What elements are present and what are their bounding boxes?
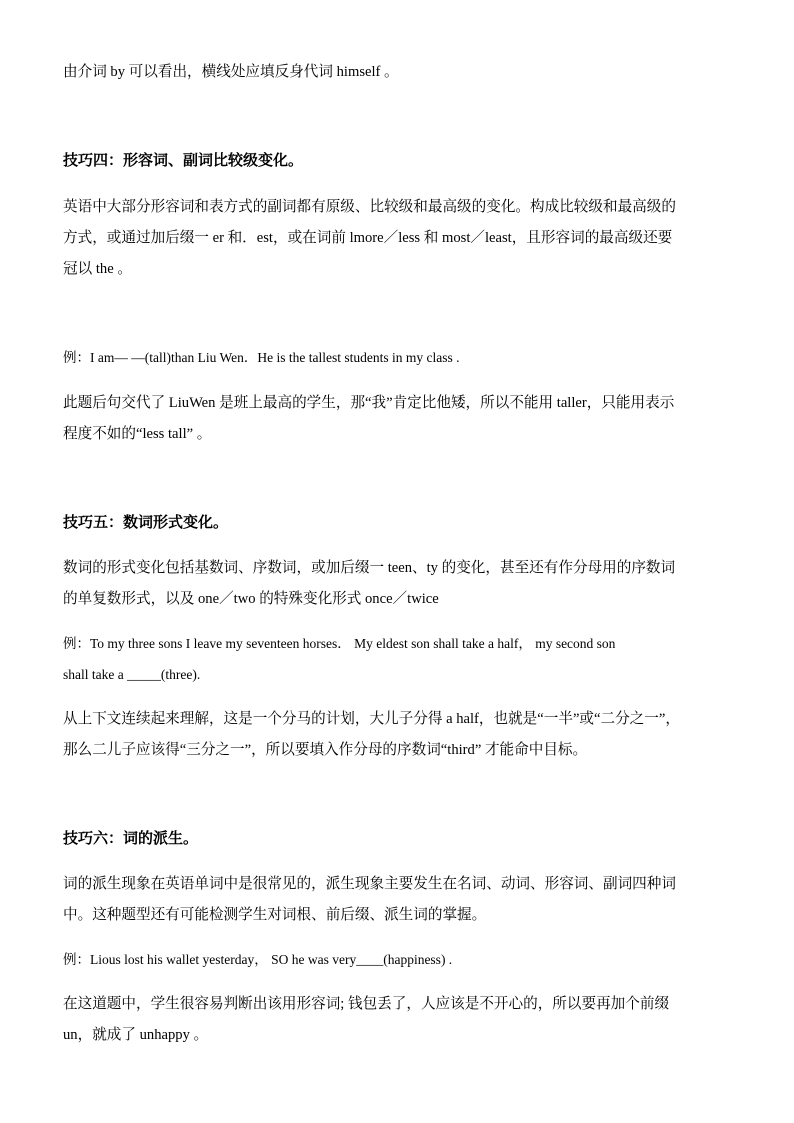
paragraph-line: un，就成了 unhappy 。 [63,1027,209,1043]
paragraph-line: 此题后句交代了 LiuWen 是班上最高的学生，那“我”肯定比他矮，所以不能用 taller，只能用表示 [63,395,675,411]
paragraph-line: 在这道题中，学生很容易判断出该用形容词; 钱包丢了，人应该是不开心的，所以要再加个前缀 [63,996,670,1012]
paragraph-line: 冠以 the 。 [63,261,132,277]
example-line: 例：I am— —(tall)than Liu Wen．He is the tallest students in my class . [63,350,460,365]
paragraph-line: 方式，或通过加后缀一 er 和．est，或在词前 lmore／less 和 most／least，且形容词的最高级还要 [63,230,673,246]
paragraph-line: 由介词 by 可以看出，横线处应填反身代词 himself 。 [63,64,399,80]
paragraph-line: 程度不如的“less tall” 。 [63,426,212,442]
section-heading: 技巧四：形容词、副词比较级变化。 [63,153,304,169]
paragraph-line: 的单复数形式，以及 one／two 的特殊变化形式 once／twice [63,591,439,607]
example-line: 例：Lious lost his wallet yesterday， SO he was very____(happiness) . [63,952,453,967]
paragraph-line: 词的派生现象在英语单词中是很常见的，派生现象主要发生在名词、动词、形容词、副词四种词 [63,876,676,892]
paragraph-line: 英语中大部分形容词和表方式的副词都有原级、比较级和最高级的变化。构成比较级和最高级的 [63,199,676,215]
section-heading: 技巧五：数词形式变化。 [63,515,229,531]
paragraph-line: 那么二儿子应该得“三分之一”，所以要填入作分母的序数词“third” 才能命中目标。 [63,742,588,758]
section-heading: 技巧六：词的派生。 [63,831,199,847]
paragraph-line: 从上下文连续起来理解，这是一个分马的计划，大儿子分得 a half，也就是“一半”或“二分之一”， [63,711,680,727]
example-line: 例：To my three sons I leave my seventeen horses． My eldest son shall take a half， my second son [63,636,616,651]
example-line: shall take a _____(three). [63,667,201,682]
paragraph-line: 数词的形式变化包括基数词、序数词，或加后缀一 teen、ty 的变化，甚至还有作分母用的序数词 [63,560,676,576]
paragraph-line: 中。这种题型还有可能检测学生对词根、前后缀、派生词的掌握。 [63,907,487,923]
